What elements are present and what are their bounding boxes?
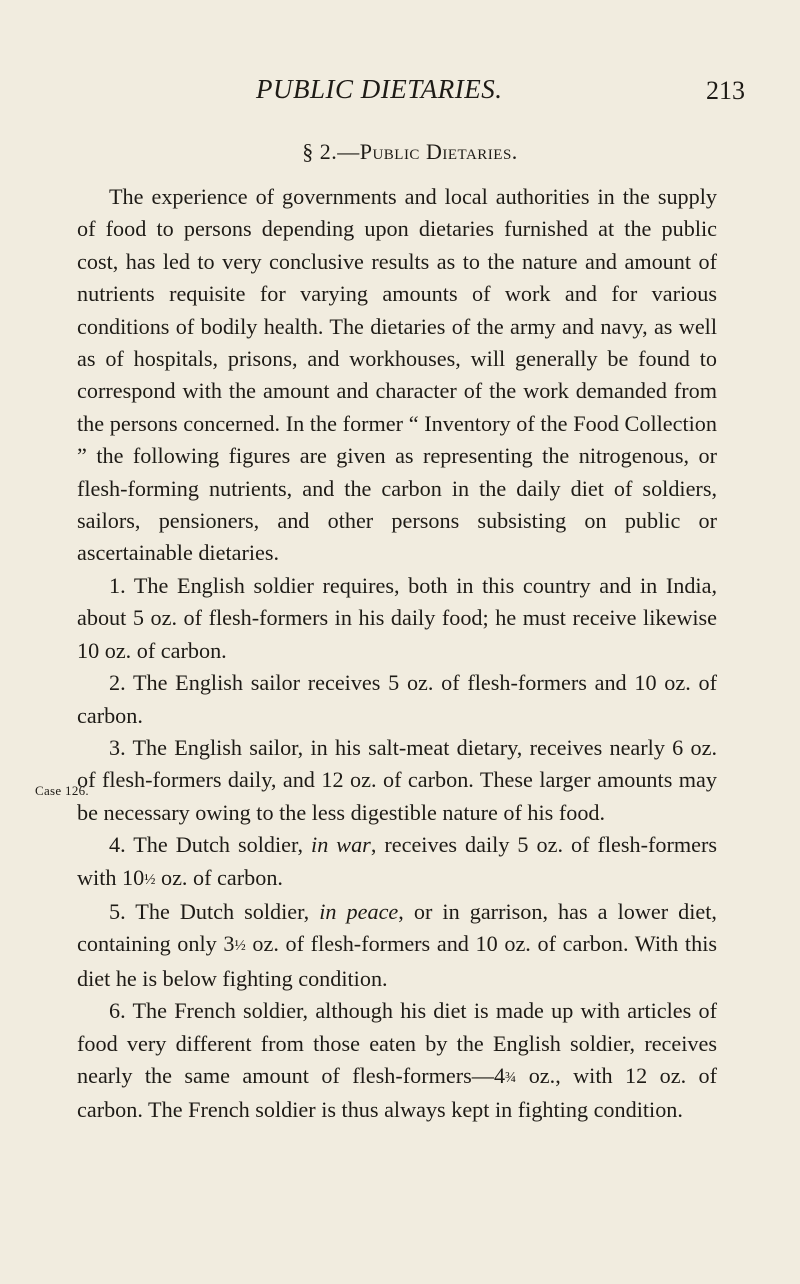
item-4-emphasis: in war — [311, 832, 371, 858]
item-5-middle: , or in garrison, has a lower diet, containing only 3 — [77, 898, 717, 957]
item-4-lead: 4. The Dutch soldier, — [109, 832, 304, 858]
margin-note: Case 126. — [35, 783, 89, 798]
page-number: 213 — [706, 76, 745, 105]
item-1: 1. The English soldier requires, both in this country and in India, about 5 oz. of flesh-formers in his daily food; he must receive likewise 10 oz. of carbon. — [77, 572, 717, 663]
item-4-fraction: ½ — [144, 871, 156, 888]
item-2: 2. The English sailor receives 5 oz. of flesh-formers and 10 oz. of carbon. — [77, 670, 717, 728]
item-6-lead: 6. The French soldier, although his diet is made up with articles of food very different from those eaten by the English soldier, receives nearly the same amount of flesh-formers—4 — [77, 998, 717, 1088]
item-6-tail: oz., with 12 oz. of carbon. The French soldier is thus always kept in fighting condition. — [77, 1062, 718, 1123]
intro-paragraph: The experience of governments and local authorities in the supply of food to persons depending upon dietaries furnished at the public cost, has led to very conclusive results as to the nature and amount of nutrients requisite for varying amounts of work and for various conditions of bodily health. The dietaries of the army and navy, as well as of hospitals, prisons, and workhouses, will generally be found to correspond with the amount and character of the work demanded from the persons concerned. In the former “ Inventory of the Food Collection ” the following figures are given as representing the nitrogenous, or flesh-forming nutrients, and the carbon in the daily diet of soldiers, sailors, pensioners, and other persons subsisting on public or ascertainable dietaries. — [77, 184, 717, 566]
section-title: Public Dietaries. — [359, 139, 518, 164]
item-4-middle: , receives daily 5 oz. of flesh-formers with 10 — [77, 832, 718, 890]
running-head — [0, 70, 800, 106]
item-5-emphasis: in peace — [319, 898, 399, 924]
item-5-tail: oz. of flesh-formers and 10 oz. of carbon. With this diet he is below fighting condition. — [77, 931, 717, 991]
item-6 — [77, 995, 717, 1127]
item-3: 3. The English sailor, in his salt-meat dietary, receives nearly 6 oz. of flesh-formers daily, and 12 oz. of carbon. These larger amounts may be necessary owing to the less digestible nature of his food. — [77, 734, 717, 825]
item-5-lead: 5. The Dutch soldier, — [109, 898, 310, 924]
body-text — [77, 181, 717, 1127]
section-heading — [0, 139, 800, 165]
item-4-tail: oz. of carbon. — [155, 864, 283, 890]
running-title: PUBLIC DIETARIES. — [256, 74, 503, 104]
section-number: § 2.— — [302, 139, 360, 164]
item-4 — [77, 829, 717, 896]
item-6-fraction: ¾ — [505, 1069, 517, 1086]
item-5 — [77, 896, 717, 995]
item-5-fraction: ½ — [234, 938, 246, 955]
